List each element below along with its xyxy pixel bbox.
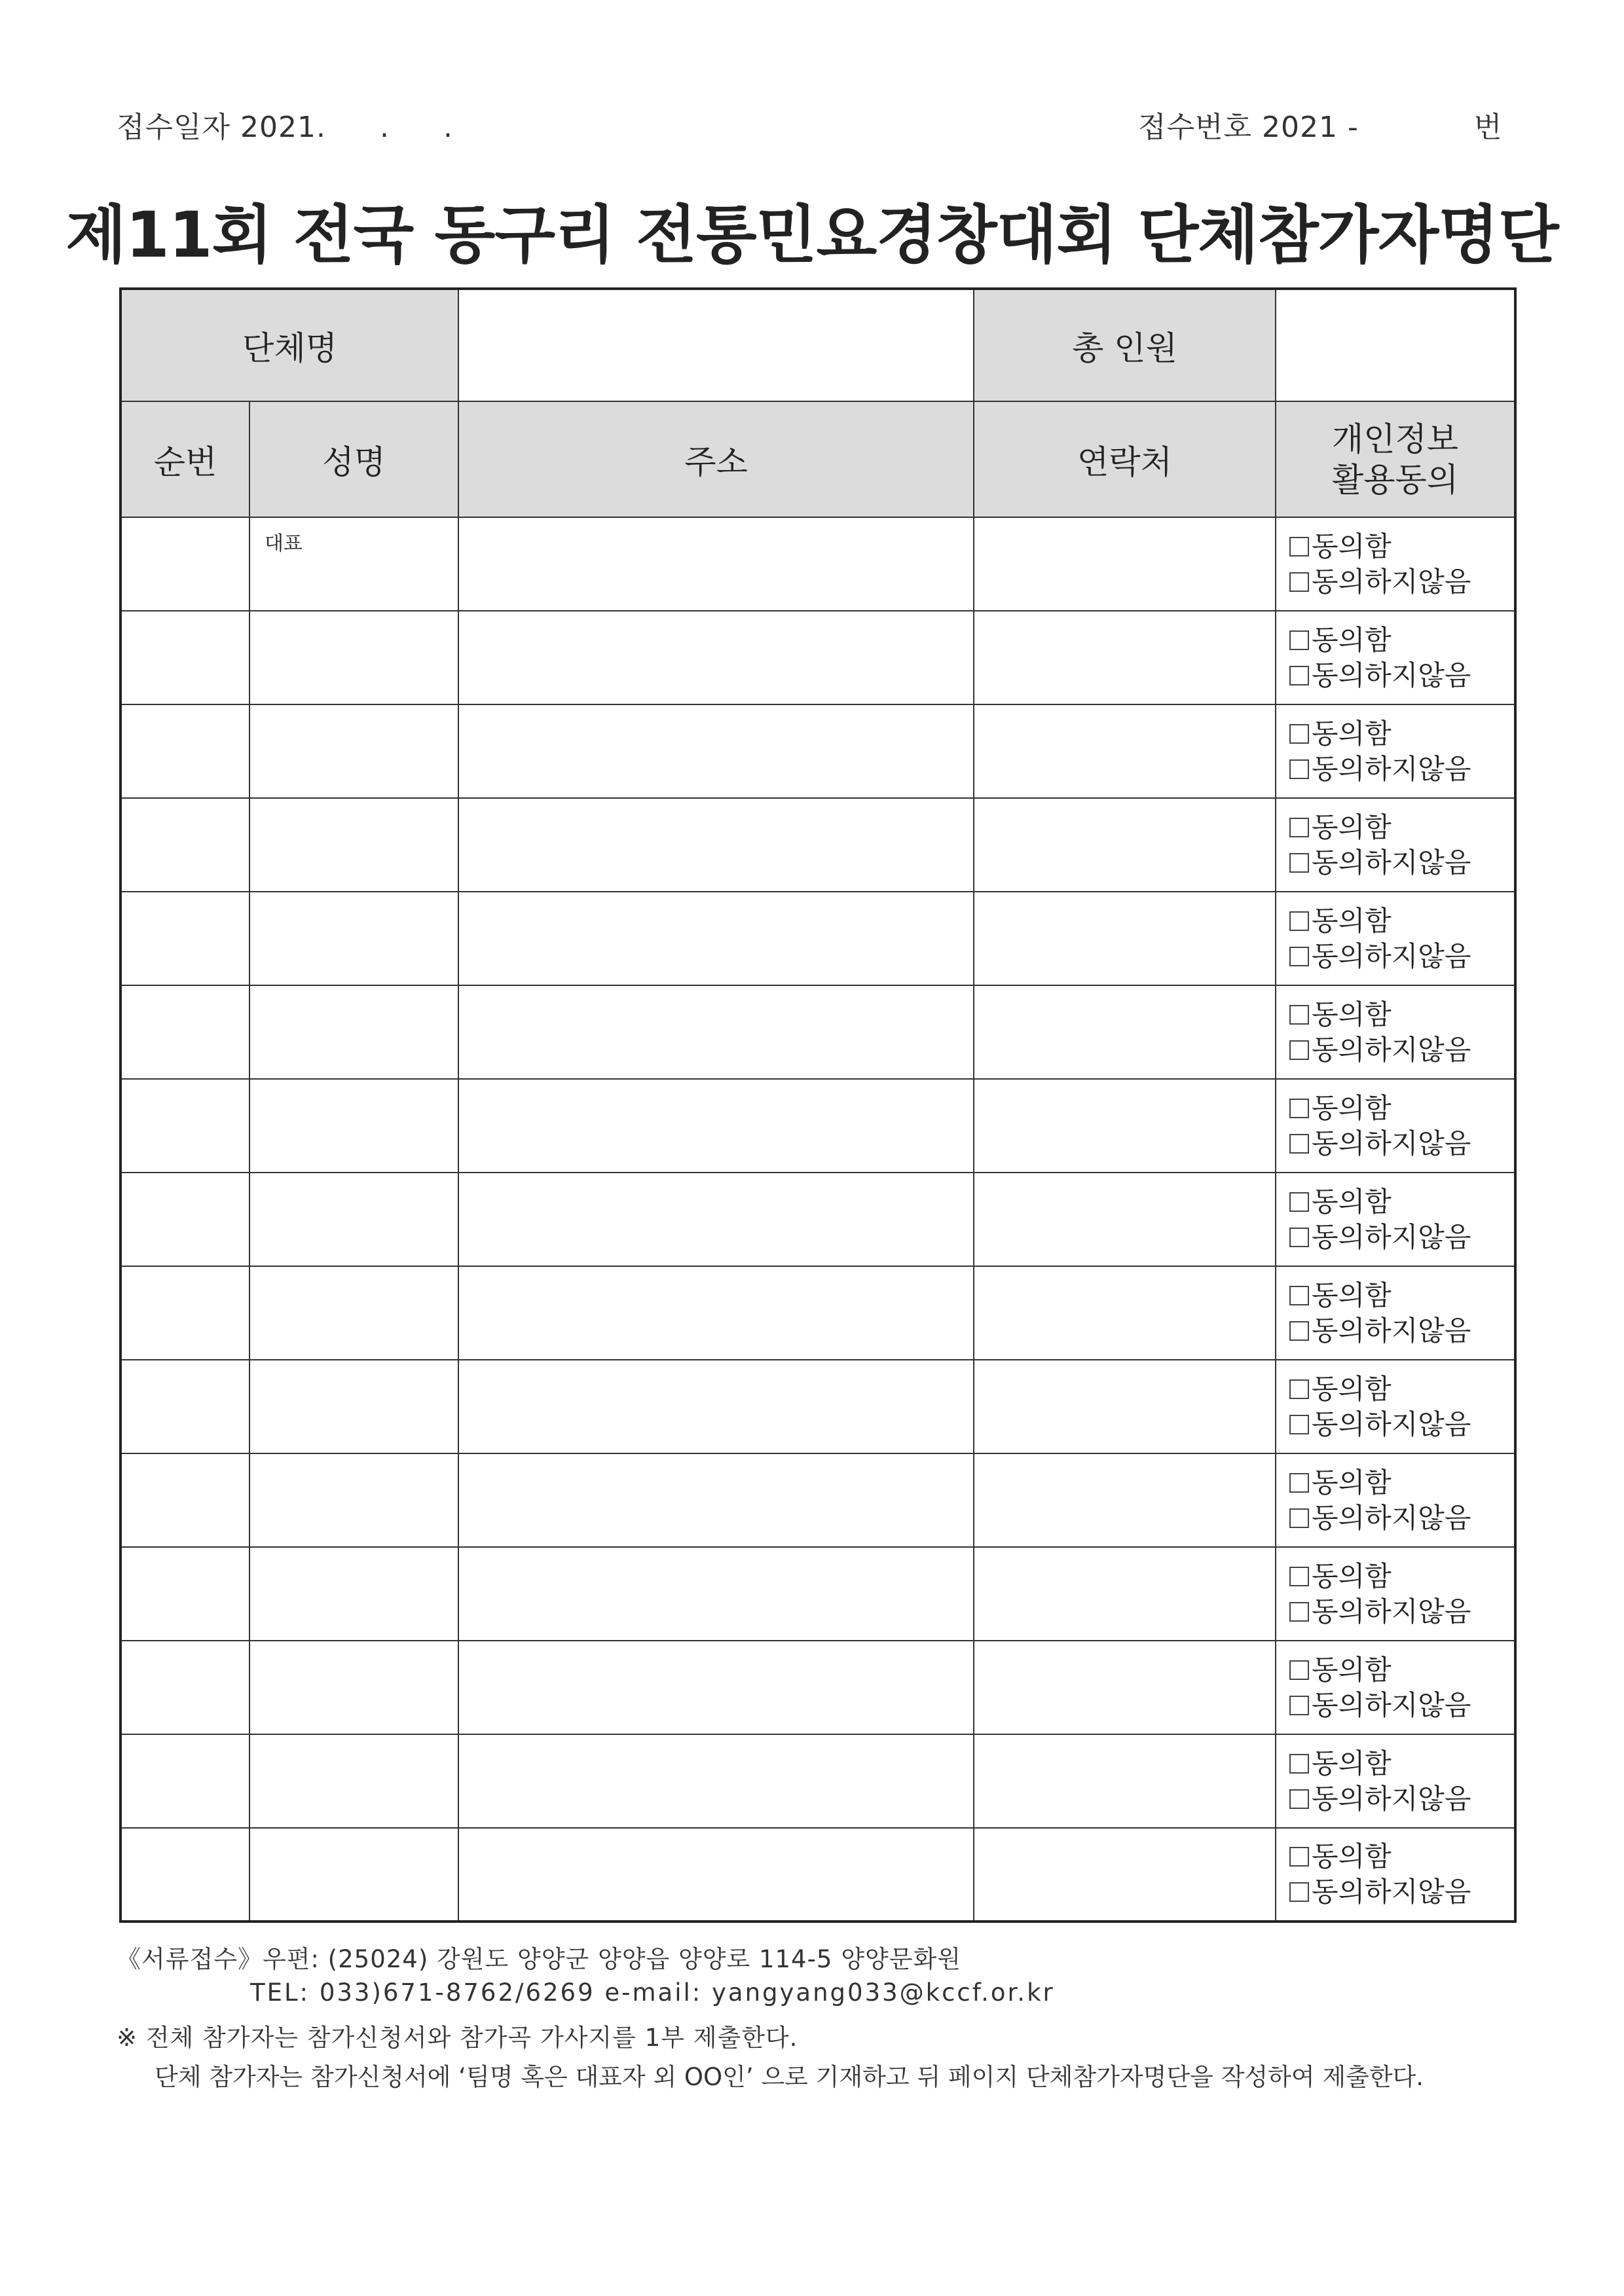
table-row: [120, 704, 1515, 798]
consent-agree-label: 동의함: [1312, 1279, 1392, 1311]
number-cell[interactable]: [120, 1079, 249, 1173]
name-cell[interactable]: [249, 798, 458, 892]
consent-agree-option[interactable]: [1289, 716, 1514, 752]
consent-agree-label: 동의함: [1312, 717, 1392, 750]
consent-agree-label: 동의함: [1312, 1466, 1392, 1499]
address-cell[interactable]: [458, 1360, 974, 1453]
consent-cell: [1276, 1453, 1515, 1547]
column-header-consent: [1276, 401, 1515, 517]
consent-agree-label: 동의함: [1312, 1091, 1392, 1124]
address-cell[interactable]: [458, 1079, 974, 1173]
address-cell[interactable]: [458, 1828, 974, 1922]
table-row: [120, 985, 1515, 1079]
table-row: [120, 1360, 1515, 1453]
group-name-field[interactable]: [458, 289, 974, 401]
contact-cell[interactable]: [974, 1547, 1276, 1641]
checkbox-icon[interactable]: [1289, 947, 1309, 966]
consent-cell: [1276, 1079, 1515, 1173]
consent-agree-label: 동의함: [1312, 1559, 1392, 1592]
consent-disagree-label: 동의하지않음: [1312, 846, 1471, 879]
checkbox-icon[interactable]: [1289, 1882, 1309, 1902]
checkbox-icon[interactable]: [1289, 818, 1309, 837]
consent-disagree-option[interactable]: [1289, 658, 1514, 693]
checkbox-icon[interactable]: [1289, 666, 1309, 685]
checkbox-icon[interactable]: [1289, 1099, 1309, 1118]
column-header-name: 성명: [249, 401, 458, 517]
column-header-no: 순번: [120, 401, 249, 517]
contact-cell[interactable]: [974, 798, 1276, 892]
checkbox-icon[interactable]: [1289, 1415, 1309, 1434]
number-cell[interactable]: [120, 985, 249, 1079]
number-cell[interactable]: [120, 704, 249, 798]
consent-disagree-label: 동의하지않음: [1312, 752, 1471, 785]
address-cell[interactable]: [458, 1734, 974, 1828]
consent-agree-option[interactable]: [1289, 1746, 1514, 1781]
table-row: [120, 1453, 1515, 1547]
checkbox-icon[interactable]: [1289, 1379, 1309, 1399]
table-row: [120, 1079, 1515, 1173]
receipt-date: [117, 103, 453, 145]
consent-disagree-option[interactable]: [1289, 1126, 1514, 1161]
table-row: [120, 1173, 1515, 1266]
checkbox-icon[interactable]: [1289, 1508, 1309, 1528]
consent-agree-option[interactable]: [1289, 623, 1514, 658]
contact-cell[interactable]: [974, 1173, 1276, 1266]
total-count-label: 총 인원: [974, 289, 1276, 401]
address-cell[interactable]: [458, 798, 974, 892]
name-cell[interactable]: [249, 1079, 458, 1173]
consent-cell: [1276, 1641, 1515, 1734]
footer-notice-group: 단체 참가자는 참가신청서에 ‘팀명 혹은 대표자 외 OO인’ 으로 기재하고 뒤 페이지 단체참가자명단을 작성하여 제출한다.: [155, 2063, 1424, 2091]
consent-agree-option[interactable]: [1289, 529, 1514, 564]
consent-agree-label: 동의함: [1312, 1653, 1392, 1686]
consent-agree-label: 동의함: [1312, 1372, 1392, 1405]
table-row: [120, 1641, 1515, 1734]
consent-cell: [1276, 1828, 1515, 1922]
checkbox-icon[interactable]: [1289, 572, 1309, 592]
name-cell[interactable]: [249, 1453, 458, 1547]
checkbox-icon[interactable]: [1289, 1321, 1309, 1341]
consent-agree-label: 동의함: [1312, 904, 1392, 937]
receipt-number-suffix: 번: [1473, 111, 1503, 144]
number-cell[interactable]: [120, 1360, 249, 1453]
address-cell[interactable]: [458, 517, 974, 611]
consent-agree-label: 동의함: [1312, 1840, 1392, 1872]
address-cell[interactable]: [458, 985, 974, 1079]
address-cell[interactable]: [458, 1266, 974, 1360]
checkbox-icon[interactable]: [1289, 853, 1309, 873]
consent-disagree-option[interactable]: [1289, 1220, 1514, 1255]
table-row: [120, 1266, 1515, 1360]
receipt-date-dot: .: [443, 111, 453, 144]
checkbox-icon[interactable]: [1289, 724, 1309, 744]
number-cell[interactable]: [120, 892, 249, 985]
consent-agree-option[interactable]: [1289, 1559, 1514, 1594]
consent-agree-option[interactable]: [1289, 1839, 1514, 1874]
number-cell[interactable]: [120, 1453, 249, 1547]
contact-cell[interactable]: [974, 1641, 1276, 1734]
consent-disagree-label: 동의하지않음: [1312, 1876, 1471, 1908]
receipt-number-label: 접수번호 2021 -: [1138, 111, 1359, 144]
address-cell[interactable]: [458, 1641, 974, 1734]
consent-disagree-option[interactable]: [1289, 1874, 1514, 1910]
checkbox-icon[interactable]: [1289, 1847, 1309, 1867]
consent-disagree-label: 동의하지않음: [1312, 1033, 1471, 1066]
number-cell[interactable]: [120, 1266, 249, 1360]
consent-disagree-label: 동의하지않음: [1312, 1314, 1471, 1347]
consent-agree-option[interactable]: [1289, 810, 1514, 845]
consent-cell: [1276, 517, 1515, 611]
consent-disagree-option[interactable]: [1289, 1407, 1514, 1442]
contact-cell[interactable]: [974, 1079, 1276, 1173]
address-cell[interactable]: [458, 1547, 974, 1641]
address-cell[interactable]: [458, 1173, 974, 1266]
table-row: [120, 892, 1515, 985]
number-cell[interactable]: [120, 1734, 249, 1828]
consent-cell: [1276, 1266, 1515, 1360]
consent-cell: [1276, 704, 1515, 798]
checkbox-icon[interactable]: [1289, 911, 1309, 931]
checkbox-icon[interactable]: [1289, 1696, 1309, 1715]
consent-disagree-option[interactable]: [1289, 939, 1514, 974]
number-cell[interactable]: [120, 1828, 249, 1922]
contact-cell[interactable]: [974, 1828, 1276, 1922]
consent-disagree-label: 동의하지않음: [1312, 1408, 1471, 1440]
checkbox-icon[interactable]: [1289, 1754, 1309, 1774]
consent-disagree-option[interactable]: [1289, 564, 1514, 600]
address-cell[interactable]: [458, 704, 974, 798]
consent-disagree-label: 동의하지않음: [1312, 1688, 1471, 1721]
consent-agree-label: 동의함: [1312, 998, 1392, 1030]
checkbox-icon[interactable]: [1289, 1567, 1309, 1586]
number-cell[interactable]: [120, 517, 249, 611]
checkbox-icon[interactable]: [1289, 1789, 1309, 1809]
footer-mail-address: 《서류접수》우편: (25024) 강원도 양양군 양양읍 양양로 114-5 양양문화원: [117, 1945, 961, 1973]
contact-cell[interactable]: [974, 892, 1276, 985]
consent-disagree-label: 동의하지않음: [1312, 659, 1471, 691]
consent-cell: [1276, 1360, 1515, 1453]
name-cell[interactable]: [249, 517, 458, 611]
number-cell[interactable]: [120, 798, 249, 892]
consent-disagree-option[interactable]: [1289, 1688, 1514, 1723]
contact-cell[interactable]: [974, 704, 1276, 798]
consent-cell: [1276, 1734, 1515, 1828]
checkbox-icon[interactable]: [1289, 759, 1309, 779]
table-row: [120, 517, 1515, 611]
consent-disagree-option[interactable]: [1289, 845, 1514, 881]
table-row: [120, 1734, 1515, 1828]
group-name-label: 단체명: [120, 289, 458, 401]
receipt-number: [1138, 103, 1502, 145]
consent-disagree-label: 동의하지않음: [1312, 1501, 1471, 1534]
checkbox-icon[interactable]: [1289, 1228, 1309, 1247]
address-cell[interactable]: [458, 611, 974, 704]
consent-agree-label: 동의함: [1312, 1747, 1392, 1779]
table-row: [120, 1828, 1515, 1922]
name-cell[interactable]: [249, 1266, 458, 1360]
number-cell[interactable]: [120, 1547, 249, 1641]
consent-agree-option[interactable]: [1289, 1372, 1514, 1407]
number-cell[interactable]: [120, 1173, 249, 1266]
checkbox-icon[interactable]: [1289, 1660, 1309, 1680]
contact-cell[interactable]: [974, 985, 1276, 1079]
consent-disagree-label: 동의하지않음: [1312, 1782, 1471, 1815]
consent-disagree-option[interactable]: [1289, 1781, 1514, 1817]
consent-cell: [1276, 798, 1515, 892]
name-cell[interactable]: [249, 1641, 458, 1734]
consent-cell: [1276, 1173, 1515, 1266]
consent-disagree-label: 동의하지않음: [1312, 565, 1471, 598]
consent-disagree-option[interactable]: [1289, 752, 1514, 787]
consent-header-line: 개인정보: [1331, 420, 1459, 458]
consent-disagree-label: 동의하지않음: [1312, 939, 1471, 972]
column-header-row: [120, 401, 1515, 517]
checkbox-icon[interactable]: [1289, 1602, 1309, 1622]
column-header-address: 주소: [458, 401, 974, 517]
consent-agree-label: 동의함: [1312, 623, 1392, 656]
checkbox-icon[interactable]: [1289, 1134, 1309, 1154]
consent-agree-label: 동의함: [1312, 1185, 1392, 1218]
table-row: [120, 1547, 1515, 1641]
number-cell[interactable]: [120, 611, 249, 704]
name-cell[interactable]: [249, 1173, 458, 1266]
name-cell[interactable]: [249, 985, 458, 1079]
consent-disagree-label: 동의하지않음: [1312, 1220, 1471, 1253]
consent-header-line: 활용동의: [1331, 460, 1459, 499]
name-cell[interactable]: [249, 611, 458, 704]
footer-contact: TEL: 033)671-8762/6269 e-mail: yangyang033@kccf.or.kr: [250, 1978, 1055, 2007]
number-cell[interactable]: [120, 1641, 249, 1734]
checkbox-icon[interactable]: [1289, 1005, 1309, 1025]
address-cell[interactable]: [458, 892, 974, 985]
consent-agree-option[interactable]: [1289, 1184, 1514, 1220]
consent-agree-label: 동의함: [1312, 811, 1392, 843]
page-title: 제11회 전국 동구리 전통민요경창대회 단체참가자명단: [65, 198, 1559, 272]
consent-disagree-label: 동의하지않음: [1312, 1595, 1471, 1628]
name-cell[interactable]: [249, 1360, 458, 1453]
contact-cell[interactable]: [974, 1360, 1276, 1453]
participant-table: [119, 287, 1517, 1923]
consent-cell: [1276, 892, 1515, 985]
group-info-row: [120, 289, 1515, 401]
consent-cell: [1276, 611, 1515, 704]
contact-cell[interactable]: [974, 1453, 1276, 1547]
checkbox-icon[interactable]: [1289, 1040, 1309, 1060]
consent-agree-option[interactable]: [1289, 1278, 1514, 1313]
table-row: [120, 611, 1515, 704]
checkbox-icon[interactable]: [1289, 1286, 1309, 1305]
name-cell[interactable]: [249, 1828, 458, 1922]
checkbox-icon[interactable]: [1289, 1192, 1309, 1212]
total-count-field[interactable]: [1276, 289, 1515, 401]
checkbox-icon[interactable]: [1289, 537, 1309, 556]
consent-agree-option[interactable]: [1289, 1465, 1514, 1501]
footer-notice: ※ 전체 참가자는 참가신청서와 참가곡 가사지를 1부 제출한다.: [117, 2024, 798, 2052]
table-row: [120, 798, 1515, 892]
name-cell[interactable]: [249, 1547, 458, 1641]
checkbox-icon[interactable]: [1289, 1473, 1309, 1493]
name-cell[interactable]: [249, 704, 458, 798]
name-cell[interactable]: [249, 1734, 458, 1828]
checkbox-icon[interactable]: [1289, 630, 1309, 650]
consent-agree-label: 동의함: [1312, 530, 1392, 562]
consent-disagree-option[interactable]: [1289, 1032, 1514, 1068]
consent-agree-option[interactable]: [1289, 1091, 1514, 1126]
consent-agree-option[interactable]: [1289, 997, 1514, 1032]
contact-cell[interactable]: [974, 1734, 1276, 1828]
consent-disagree-option[interactable]: [1289, 1594, 1514, 1630]
contact-cell[interactable]: [974, 517, 1276, 611]
consent-cell: [1276, 1547, 1515, 1641]
contact-cell[interactable]: [974, 611, 1276, 704]
receipt-date-dot: .: [379, 111, 390, 144]
representative-label: 대표: [265, 532, 303, 555]
column-header-contact: 연락처: [974, 401, 1276, 517]
contact-cell[interactable]: [974, 1266, 1276, 1360]
name-cell[interactable]: [249, 892, 458, 985]
consent-cell: [1276, 985, 1515, 1079]
consent-agree-option[interactable]: [1289, 1652, 1514, 1688]
consent-disagree-label: 동의하지않음: [1312, 1127, 1471, 1159]
consent-disagree-option[interactable]: [1289, 1313, 1514, 1349]
receipt-date-label: 접수일자 2021.: [117, 111, 326, 144]
address-cell[interactable]: [458, 1453, 974, 1547]
consent-agree-option[interactable]: [1289, 903, 1514, 939]
consent-disagree-option[interactable]: [1289, 1501, 1514, 1536]
